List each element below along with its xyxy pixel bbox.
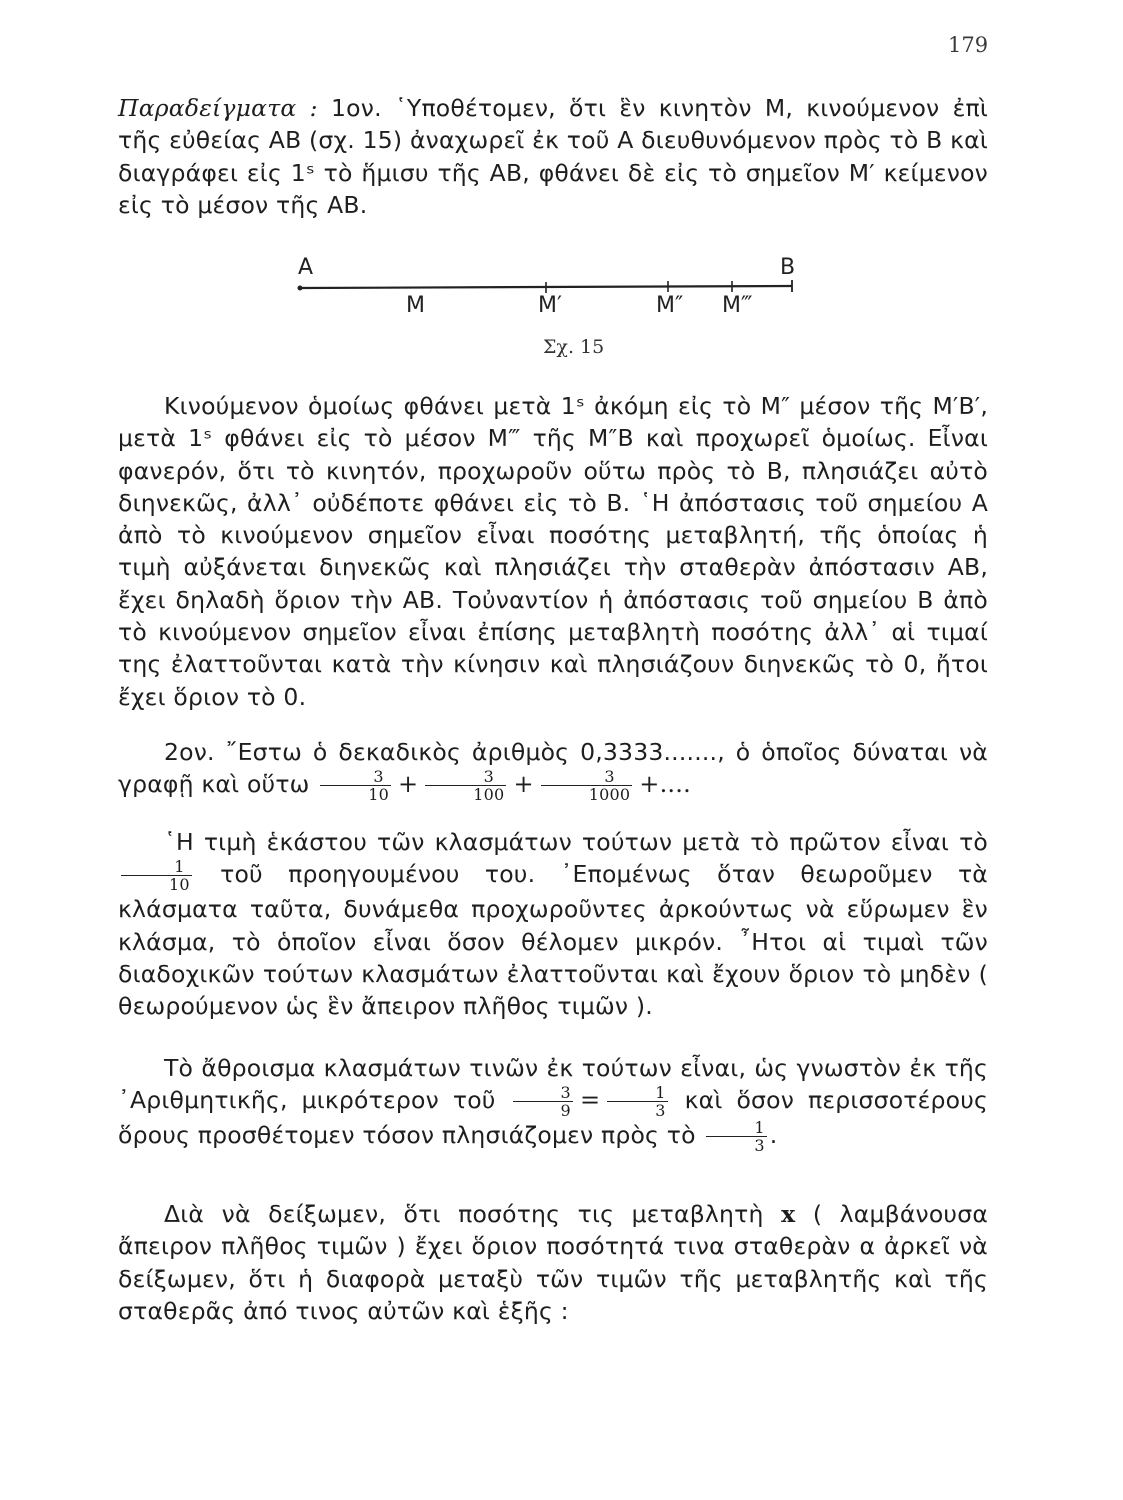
fraction-1-10: $\frac{1}{10}$: [121, 858, 192, 893]
fraction-3-1000: $\frac{3}{1000}$: [541, 768, 633, 803]
label-m: M: [406, 293, 425, 318]
sum-text-b: καὶ ὅσον περισσοτέρους ὅρους προσθέτομεν τόσον πλησιάζομεν πρὸς τὸ: [118, 1086, 989, 1150]
variable-x: x: [781, 1200, 796, 1228]
paragraph-decimal-example: [118, 736, 988, 803]
fraction-values-text-b: τοῦ προηγουμένου του. ᾿Επομένως ὅταν θεωροῦμεν τὰ κλάσματα ταῦτα, δυνάμεθα προχωροῦντες ἀρκούντως νὰ εὕρωμεν ἓν κλάσμα, τὸ ὁποῖον εἶναι ὅσον θέλομεν μικρόν. ῏Ητοι αἱ τιμαὶ τῶν διαδοχικῶν τούτων κλασμάτων ἐλαττοῦνται καὶ ἔχουν ὅριον τὸ μηδὲν ( θεωρούμενον ὡς ἓν ἄπειρον πλῆθος τιμῶν ).: [118, 860, 989, 1021]
label-m-double: M″: [656, 293, 684, 318]
paragraph-limit-criterion: [118, 1198, 988, 1327]
paragraph-fraction-values: [118, 826, 988, 1022]
fraction-3-100: $\frac{3}{100}$: [425, 768, 506, 803]
sum-text-a: Τὸ ἄθροισμα κλασμάτων τινῶν ἐκ τούτων εἶναι, ὡς γνωστὸν ἐκ τῆς ᾿Αριθμητικῆς, μικρότερον τοῦ: [118, 1054, 988, 1115]
plus-sign: +: [513, 770, 534, 799]
label-point-a: A: [298, 255, 314, 280]
plus-sign: +: [397, 770, 419, 799]
fraction-1-3-limit: $\frac{1}{3}$: [706, 1119, 766, 1154]
point-a-mark: [298, 286, 303, 291]
fraction-values-text-a: ῾Η τιμὴ ἑκάστου τῶν κλασμάτων τούτων μετὰ τὸ πρῶτον εἶναι τὸ: [164, 828, 988, 856]
fraction-3-10: $\frac{3}{10}$: [320, 768, 391, 803]
examples-heading: Παραδείγματα :: [118, 94, 318, 122]
series-tail: +....: [639, 770, 691, 799]
fraction-1-3: $\frac{1}{3}$: [607, 1084, 667, 1119]
paragraph-motion: Κινούμενον ὁμοίως φθάνει μετὰ 1ˢ ἀκόμη εἰς τὸ Μ″ μέσον τῆς Μ′Β′, μετὰ 1ˢ φθάνει εἰς τὸ μέσον Μ‴ τῆς Μ″Β καὶ προχωρεῖ ὁμοίως. Εἶναι φανερόν, ὅτι τὸ κινητόν, προχωροῦν οὕτω πρὸς τὸ Β, πλησιάζει αὐτὸ διηνεκῶς, ἀλλ᾽ οὐδέποτε φθάνει εἰς τὸ Β. ῾Η ἀπόστασις τοῦ σημείου Α ἀπὸ τὸ κινούμενον σημεῖον εἶναι ποσότης μεταβλητή, τῆς ὁποίας ἡ τιμὴ αὐξάνεται διηνεκῶς καὶ πλησιάζει τὴν σταθερὰν ἀπόστασιν ΑΒ, ἔχει δηλαδὴ ὅριον τὴν ΑΒ. Τοὐναντίον ἡ ἀπόστασις τοῦ σημείου Β ἀπὸ τὸ κινούμενον σημεῖον εἶναι ἐπίσης μεταβλητὴ ποσότης ἀλλ᾽ αἱ τιμαί της ἐλαττοῦνται κατὰ τὴν κίνησιν καὶ πλησιάζουν διηνεκῶς τὸ 0, ἤτοι ἔχει ὅριον τὸ 0.: [118, 392, 988, 711]
sum-end: .: [769, 1121, 778, 1150]
fraction-3-9: $\frac{3}{9}$: [513, 1084, 573, 1119]
decimal-intro: 2ον. ῎Εστω ὁ δεκαδικὸς ἀριθμὸς 0,3333......., ὁ ὁποῖος δύναται νὰ γραφῇ καὶ οὕτω: [118, 738, 988, 799]
figure-caption: Σχ. 15: [543, 336, 605, 358]
criterion-text-a: Διὰ νὰ δείξωμεν, ὅτι ποσότης τις μεταβλητὴ: [164, 1200, 764, 1228]
label-m-triple: M‴: [722, 293, 753, 318]
paragraph-examples: [118, 92, 988, 221]
label-m-prime: M′: [538, 293, 562, 318]
page-number: 179: [948, 33, 989, 57]
criterion-text-b: ( λαμβάνουσα ἄπειρον πλῆθος τιμῶν ) ἔχει ὅριον ποσότητά τινα σταθερὰν α ἀρκεῖ νὰ δείξωμεν, ὅτι ἡ διαφορὰ μεταξὺ τῶν τιμῶν τῆς μεταβλητῆς καὶ τῆς σταθερᾶς ἀπό τινος αὐτῶν καὶ ἑξῆς :: [118, 1200, 989, 1325]
example-1-text: 1ον. ῾Υποθέτομεν, ὅτι ἓν κινητὸν Μ, κινούμενον ἐπὶ τῆς εὐθείας ΑΒ (σχ. 15) ἀναχωρεῖ ἐκ τοῦ Α διευθυνόμενον πρὸς τὸ Β καὶ διαγράφει εἰς 1ˢ τὸ ἥμισυ τῆς ΑΒ, φθάνει δὲ εἰς τὸ σημεῖον Μ′ κείμενον εἰς τὸ μέσον τῆς ΑΒ.: [118, 94, 988, 219]
paragraph-sum: [118, 1052, 988, 1154]
equals-sign: =: [579, 1086, 601, 1115]
label-point-b: B: [780, 255, 796, 280]
